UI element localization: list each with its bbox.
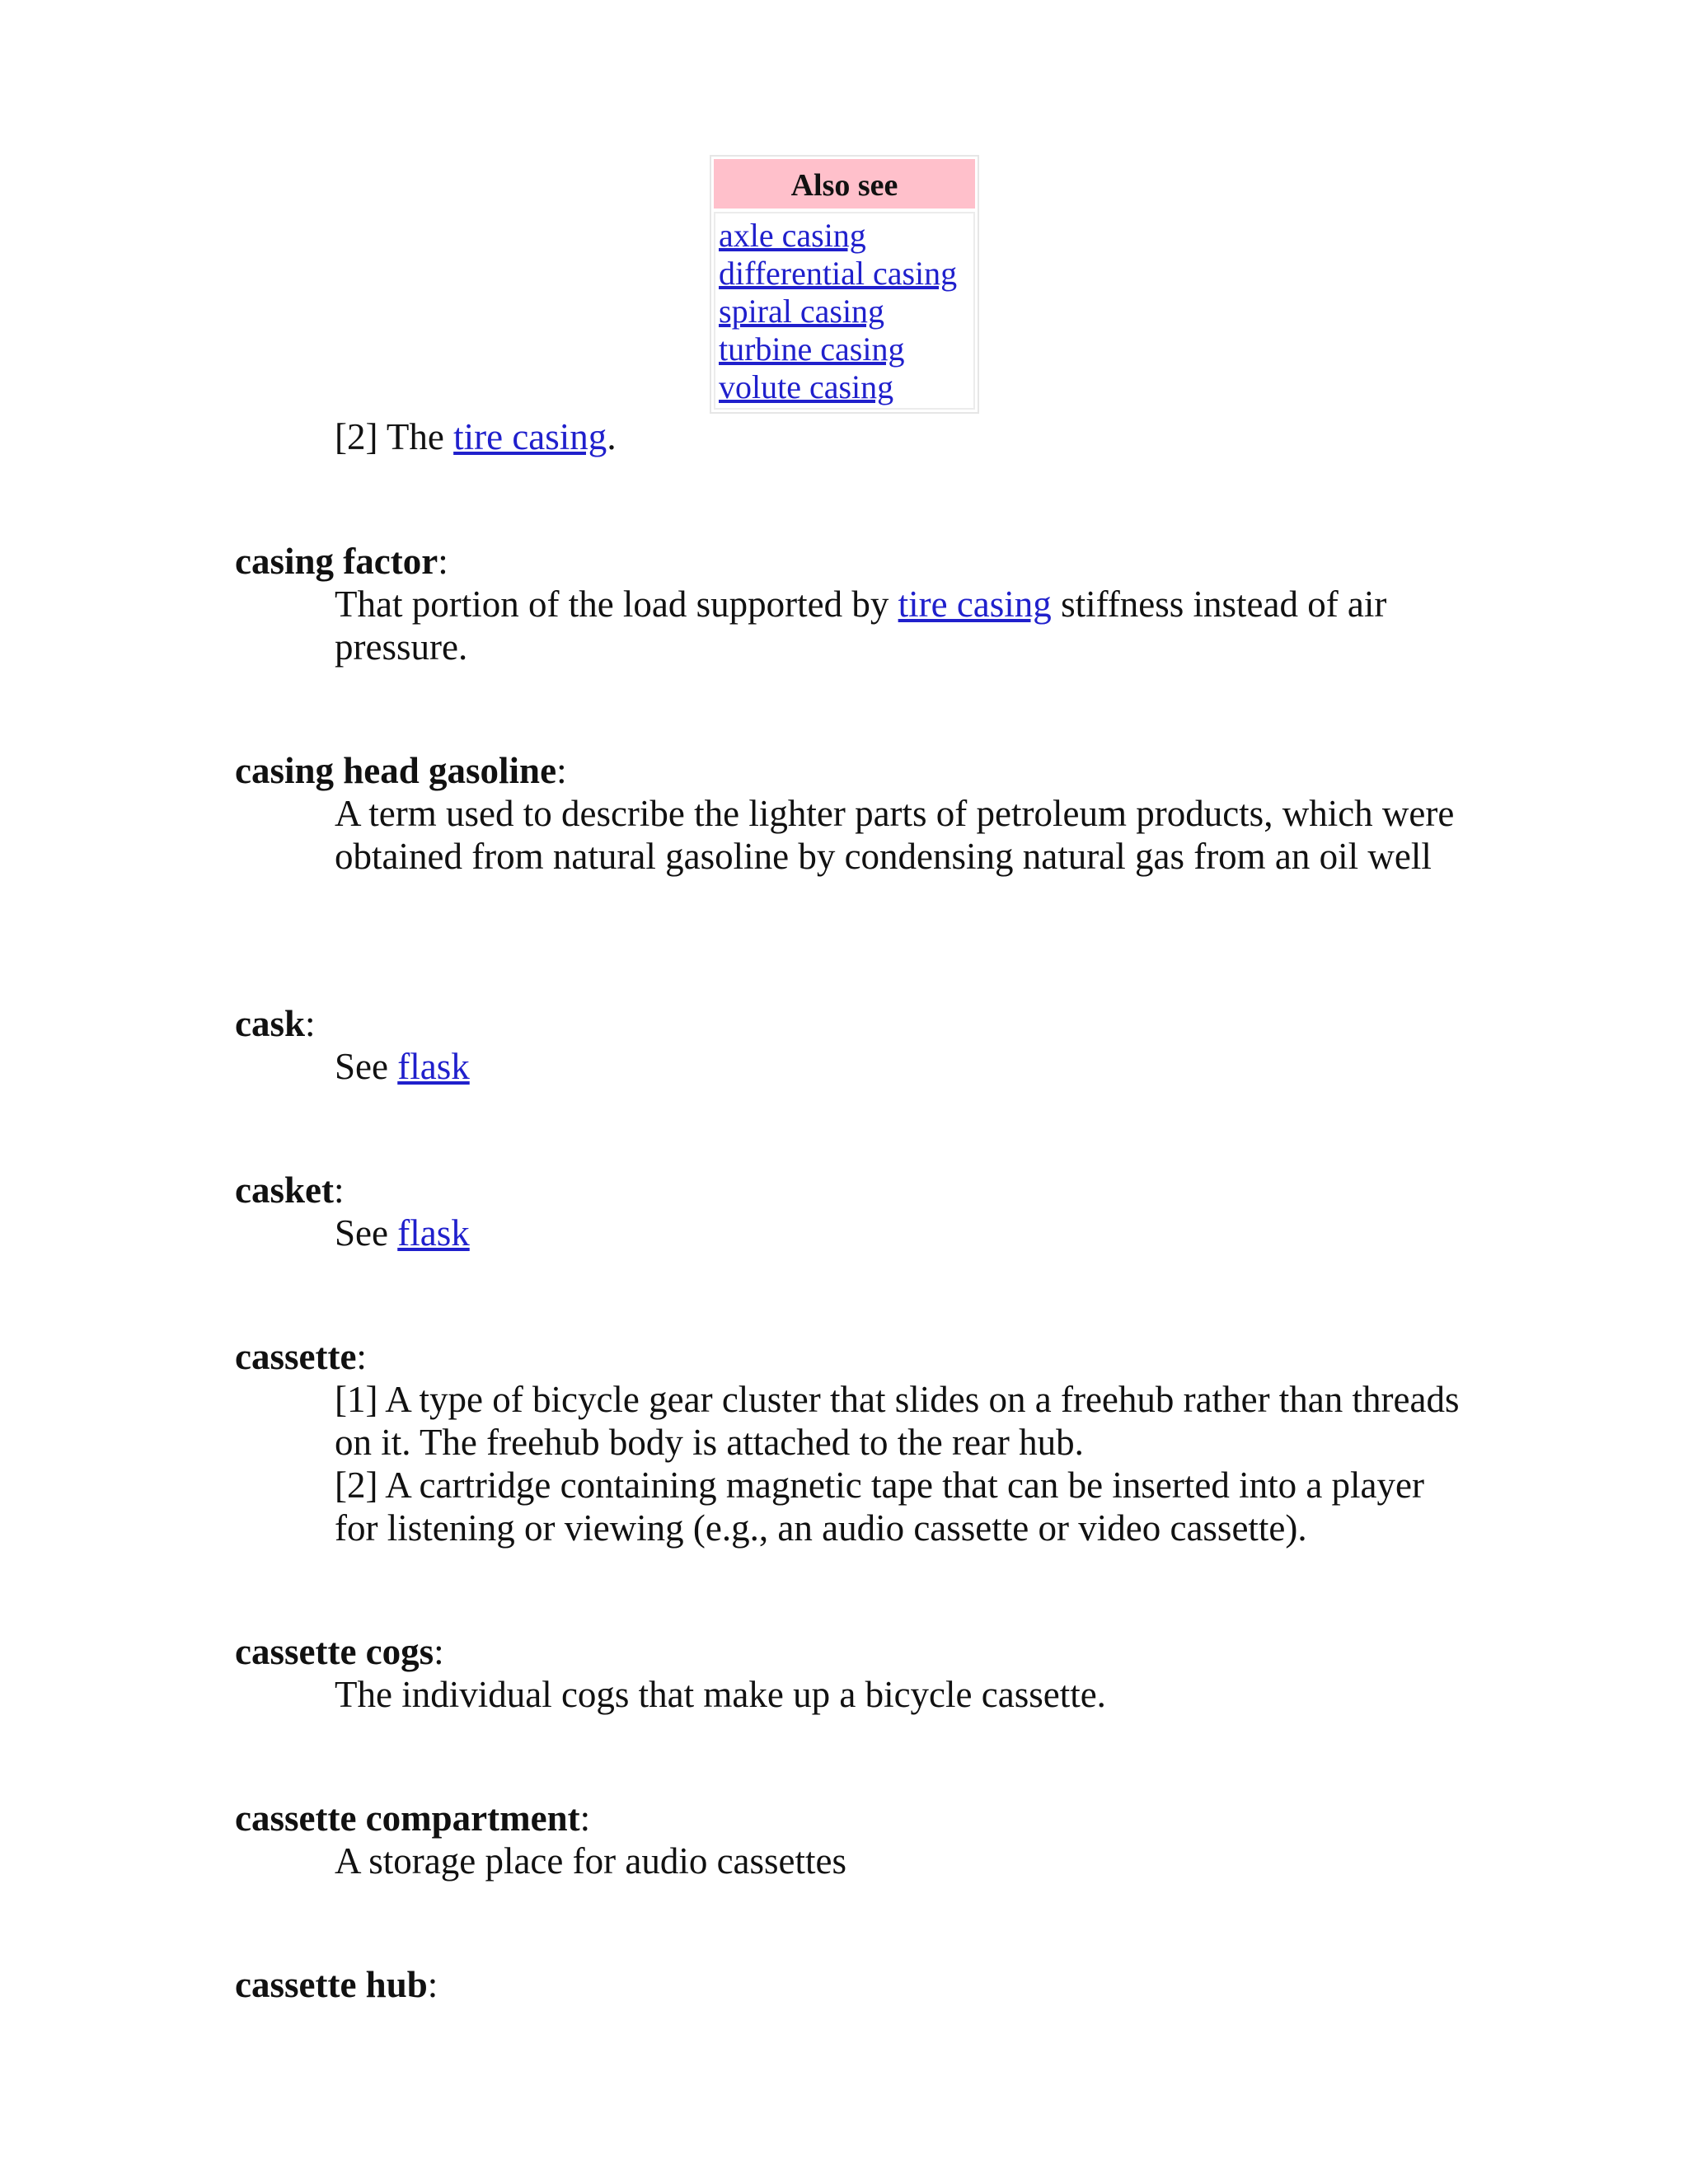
definition-prefix: See: [335, 1212, 398, 1254]
entry-term: casing factor: [235, 541, 438, 582]
entry-definition: A term used to describe the lighter parts of petroleum products, which were obtained from natural gasoline by condensing natural gas from an oil well: [335, 793, 1455, 877]
entry-definition: [335, 1212, 1472, 1254]
colon: :: [356, 1336, 367, 1377]
also-see-link-spiral-casing[interactable]: spiral casing: [719, 293, 885, 330]
definition-prefix: That portion of the load supported by: [335, 583, 898, 625]
casing-sense-2-prefix: [2] The: [335, 416, 454, 457]
colon: :: [438, 541, 448, 582]
entry-term: cassette: [235, 1336, 357, 1377]
colon: :: [333, 1169, 345, 1211]
sense-2: [2] A cartridge containing magnetic tape that can be inserted into a player for listening or viewing (e.g., an audio cassette or video cassette).: [335, 1465, 1424, 1549]
entry-definition: [335, 1378, 1472, 1549]
colon: :: [434, 1631, 444, 1672]
entry-term-line: [235, 749, 567, 792]
sense-1: [1] A type of bicycle gear cluster that slides on a freehub rather than threads on it. The freehub body is attached to the rear hub.: [335, 1379, 1460, 1463]
entry-term-line: [235, 1002, 316, 1045]
also-see-link-turbine-casing[interactable]: turbine casing: [719, 330, 905, 368]
entry-term-line: [235, 1630, 444, 1673]
colon: :: [579, 1797, 591, 1839]
entry-term: cassette hub: [235, 1964, 428, 2005]
also-see-link-volute-casing[interactable]: volute casing: [719, 368, 894, 405]
entry-term: cassette cogs: [235, 1631, 434, 1672]
also-see-link-differential-casing[interactable]: differential casing: [719, 255, 958, 292]
entry-term: casket: [235, 1169, 334, 1211]
colon: :: [427, 1964, 438, 2005]
flask-link[interactable]: flask: [397, 1212, 470, 1254]
entry-definition: A storage place for audio cassettes: [335, 1840, 847, 1882]
definition-prefix: See: [335, 1046, 398, 1087]
entry-term-line: [235, 1963, 438, 2006]
tire-casing-link[interactable]: tire casing: [453, 416, 607, 457]
also-see-link-axle-casing[interactable]: axle casing: [719, 217, 866, 254]
casing-sense-2: [335, 415, 1472, 458]
entry-definition: The individual cogs that make up a bicycle cassette.: [335, 1674, 1106, 1715]
entry-term: casing head gasoline: [235, 750, 557, 791]
entry-term: cassette compartment: [235, 1797, 580, 1839]
entry-definition: [335, 1045, 1472, 1088]
flask-link[interactable]: flask: [397, 1046, 470, 1087]
tire-casing-link[interactable]: tire casing: [898, 583, 1052, 625]
also-see-title: Also see: [714, 159, 975, 209]
entry-term-line: [235, 1169, 345, 1212]
entry-definition: [335, 583, 1472, 668]
also-see-box: [710, 155, 979, 414]
entry-term-line: [235, 540, 448, 583]
casing-sense-2-suffix: .: [607, 416, 617, 457]
definition-suffix: stiffness instead of air pressure.: [335, 583, 1387, 668]
colon: :: [305, 1003, 316, 1044]
entry-term-line: [235, 1335, 367, 1378]
colon: :: [556, 750, 567, 791]
also-see-list: [714, 212, 975, 410]
entry-term: cask: [235, 1003, 306, 1044]
entry-term-line: [235, 1797, 590, 1840]
